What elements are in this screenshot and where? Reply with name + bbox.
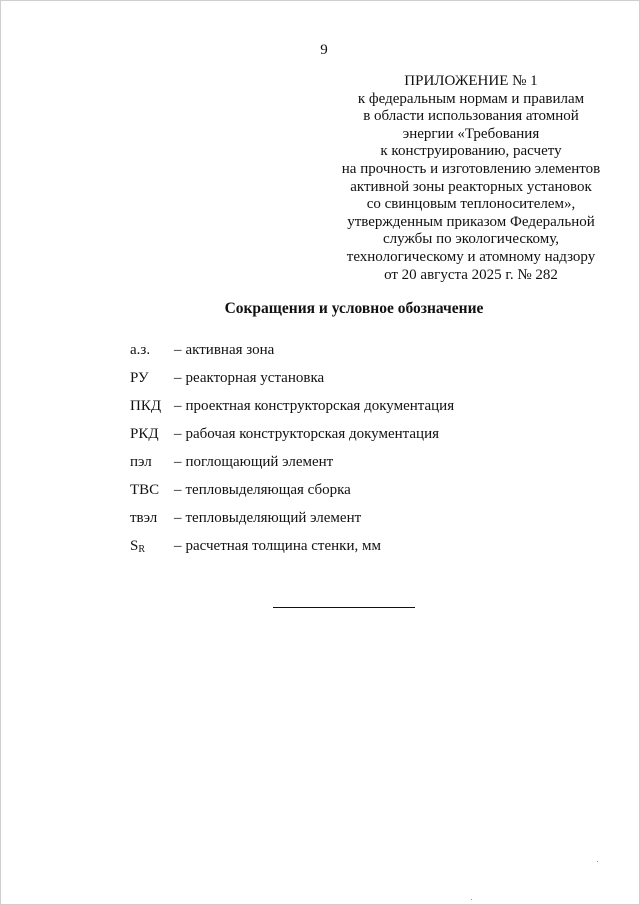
appendix-line: на прочность и изготовлению элементов bbox=[341, 160, 601, 177]
symbol-subscript: R bbox=[138, 544, 146, 555]
abbreviation-row bbox=[130, 425, 550, 453]
abbreviation-row bbox=[130, 341, 550, 369]
abbreviation-dash: – bbox=[174, 370, 182, 386]
appendix-line: от 20 августа 2025 г. № 282 bbox=[384, 266, 558, 283]
abbreviation-term: ПКД bbox=[130, 398, 162, 414]
abbreviation-term-symbol bbox=[130, 537, 170, 559]
abbreviation-row bbox=[130, 369, 550, 397]
page-number: 9 bbox=[320, 42, 328, 58]
abbreviation-row bbox=[130, 453, 550, 481]
appendix-line: к конструированию, расчету bbox=[380, 143, 562, 160]
abbreviation-definition: рабочая конструкторская документация bbox=[185, 426, 440, 442]
abbreviation-term: ТВС bbox=[130, 482, 160, 498]
abbreviation-term: пэл bbox=[130, 454, 152, 470]
symbol-base: S bbox=[130, 538, 139, 554]
abbreviation-row bbox=[130, 537, 550, 565]
abbreviation-term: РУ bbox=[130, 370, 149, 386]
section-title: Сокращения и условное обозначение bbox=[224, 300, 484, 317]
appendix-line: активной зоны реакторных установок bbox=[350, 178, 592, 195]
appendix-header bbox=[321, 73, 621, 284]
abbreviation-dash: – bbox=[174, 426, 182, 442]
abbreviation-row bbox=[130, 481, 550, 509]
appendix-line: со свинцовым теплоносителем», bbox=[366, 196, 576, 213]
appendix-line: технологическому и атомному надзору bbox=[346, 248, 596, 265]
abbreviation-definition: тепловыделяющая сборка bbox=[185, 482, 351, 498]
abbreviation-term: а.з. bbox=[130, 342, 151, 358]
appendix-line: ПРИЛОЖЕНИЕ № 1 bbox=[404, 73, 538, 89]
abbreviation-list bbox=[130, 341, 550, 565]
appendix-line: службы по экологическому, bbox=[383, 231, 559, 248]
scan-speck bbox=[471, 899, 472, 900]
abbreviation-definition: реакторная установка bbox=[185, 370, 325, 386]
abbreviation-definition: активная зона bbox=[185, 342, 275, 358]
abbreviation-term: РКД bbox=[130, 426, 159, 442]
abbreviation-dash: – bbox=[174, 454, 182, 470]
end-rule-line bbox=[273, 607, 415, 608]
appendix-line: утвержденным приказом Федеральной bbox=[347, 213, 595, 230]
abbreviation-dash: – bbox=[174, 538, 182, 554]
abbreviation-term: твэл bbox=[130, 510, 158, 526]
appendix-line: в области использования атомной bbox=[363, 108, 579, 125]
scan-speck bbox=[597, 861, 598, 862]
appendix-line: к федеральным нормам и правилам bbox=[357, 90, 585, 107]
abbreviation-dash: – bbox=[174, 398, 182, 414]
abbreviation-dash: – bbox=[174, 510, 182, 526]
abbreviation-dash: – bbox=[174, 482, 182, 498]
abbreviation-definition: тепловыделяющий элемент bbox=[185, 510, 362, 526]
abbreviation-row bbox=[130, 509, 550, 537]
abbreviation-dash: – bbox=[174, 342, 182, 358]
abbreviation-definition: поглощающий элемент bbox=[185, 454, 334, 470]
appendix-line: энергии «Требования bbox=[402, 125, 540, 142]
abbreviation-row bbox=[130, 397, 550, 425]
abbreviation-definition: расчетная толщина стенки, мм bbox=[185, 538, 381, 554]
abbreviation-definition: проектная конструкторская документация bbox=[185, 398, 455, 414]
